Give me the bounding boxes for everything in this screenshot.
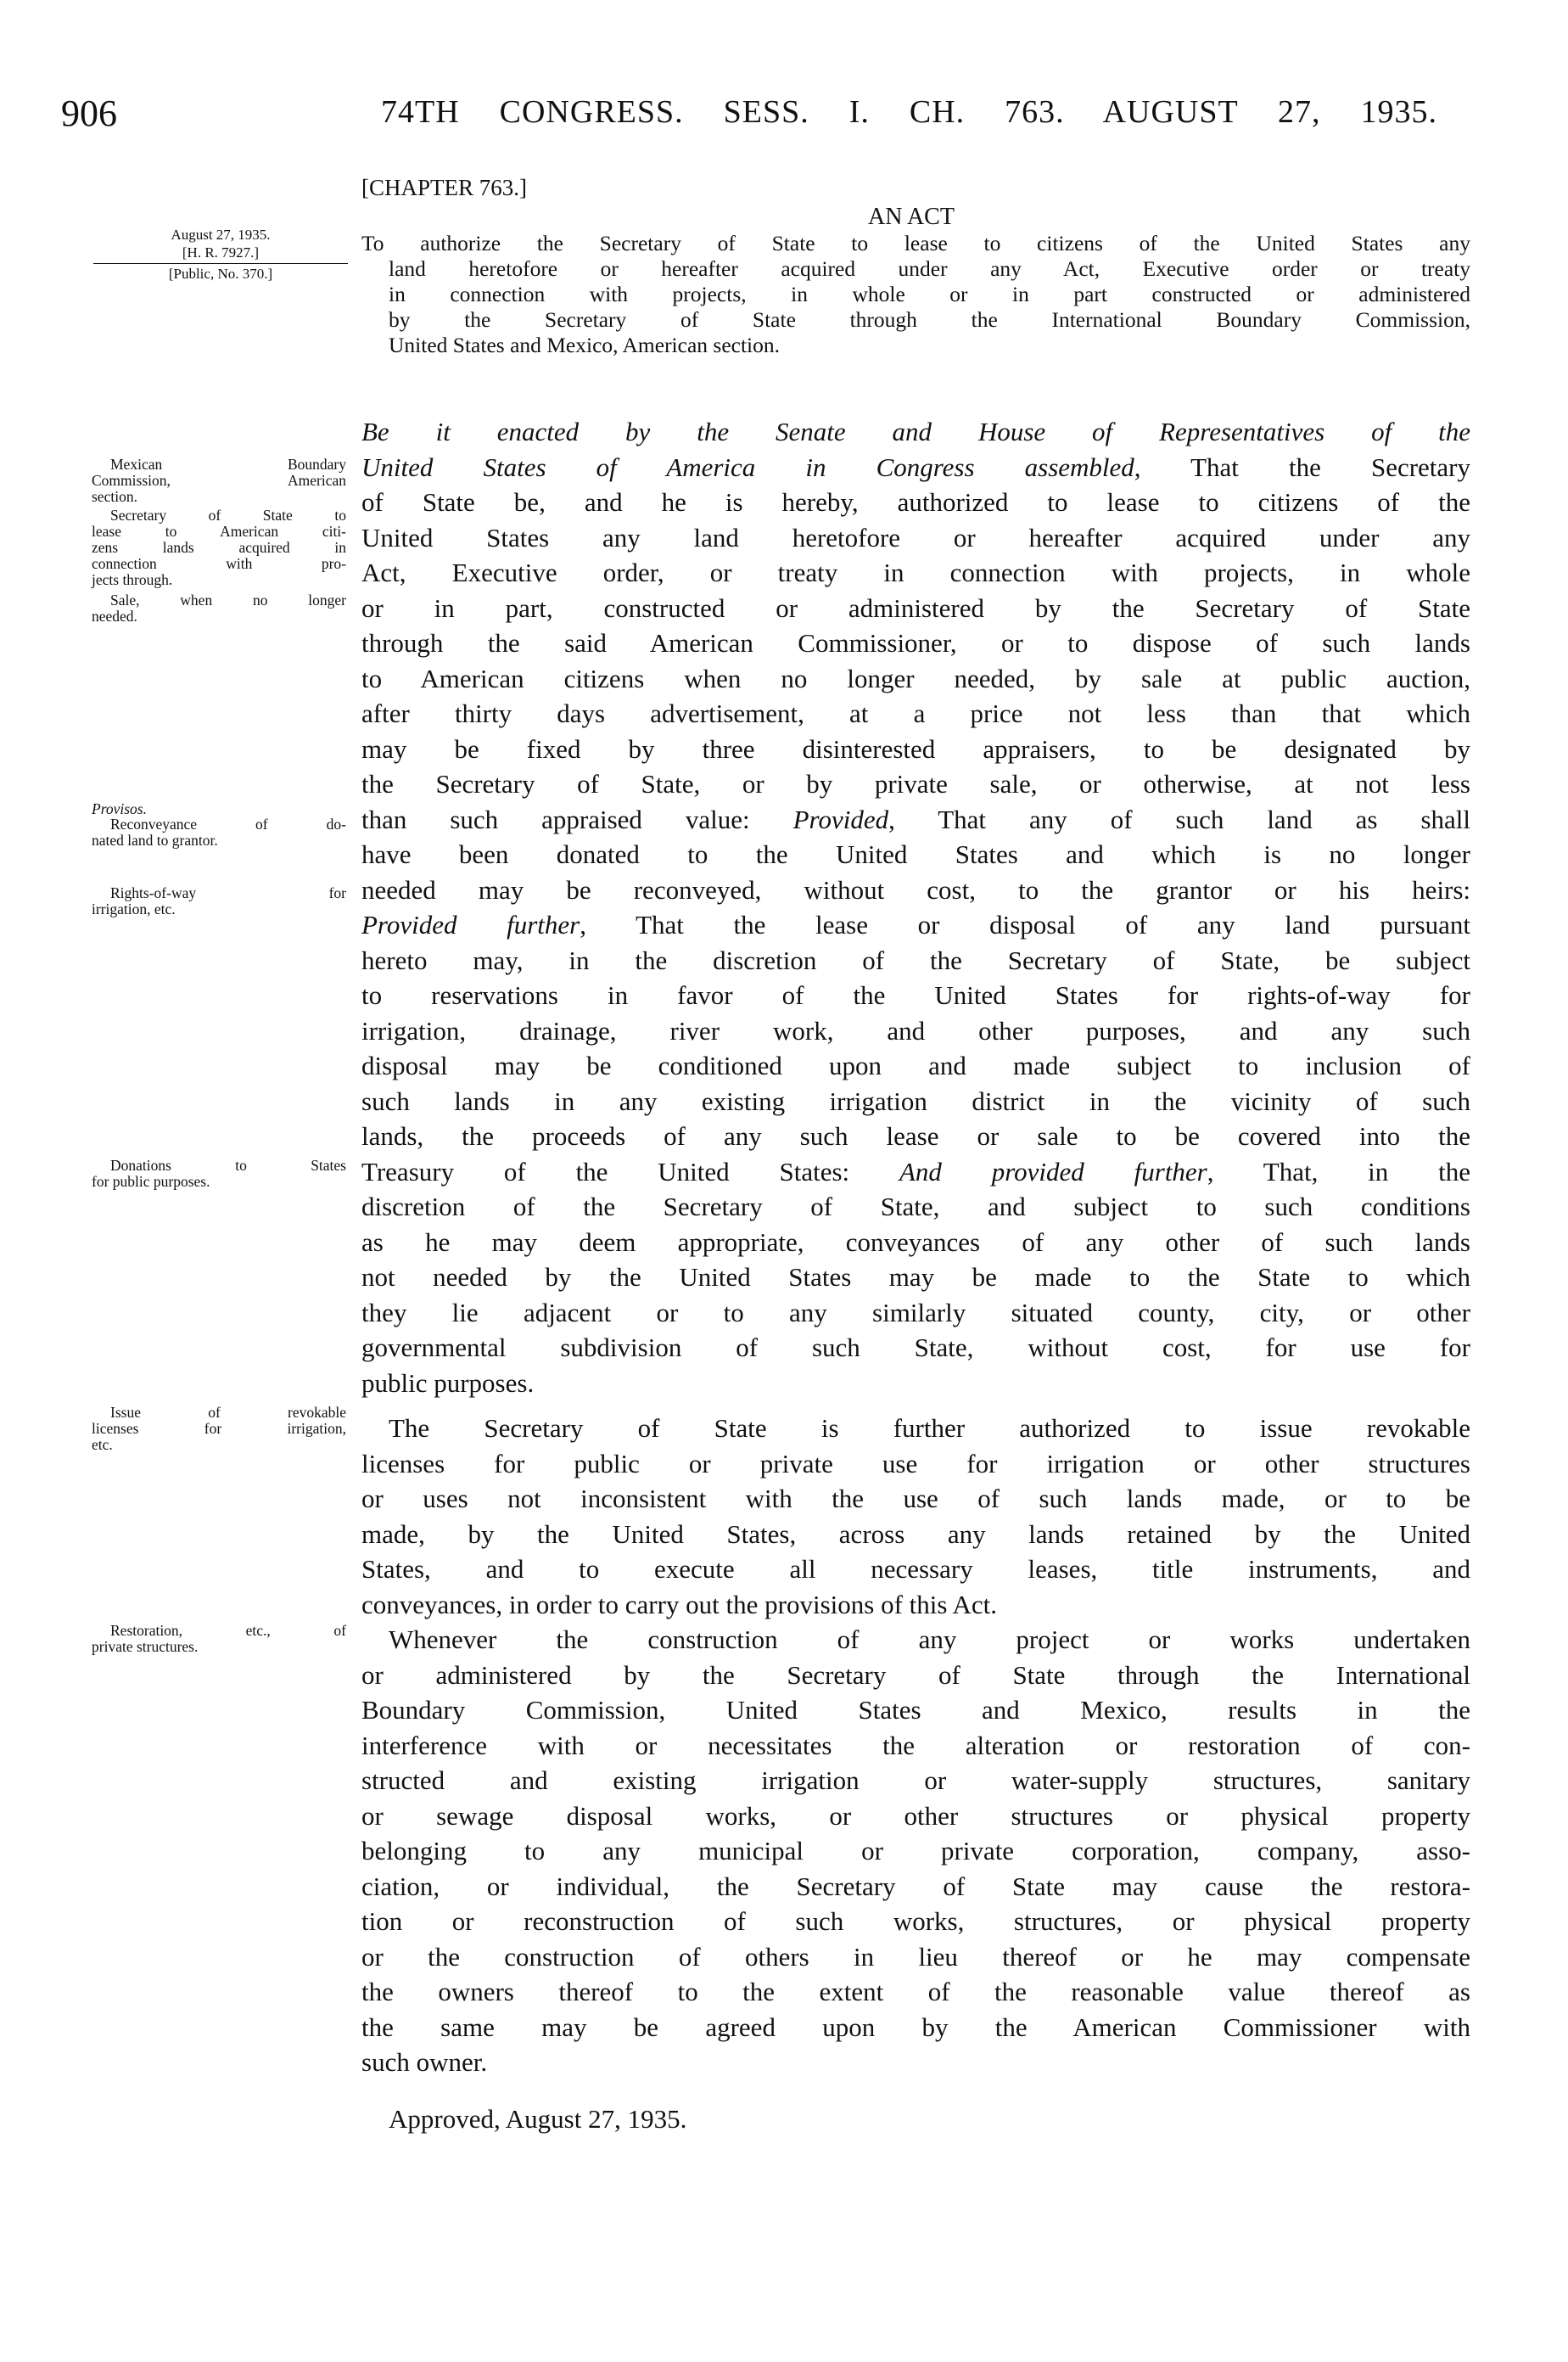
text: Act, Executive order, or treaty in connection with projects, in whole <box>361 558 1470 587</box>
text: disposal may be conditioned upon and made subject to inclusion of <box>361 1051 1470 1080</box>
body-line <box>361 1551 1470 1587</box>
title-line: To authorize the Secretary of State to lease to citizens of the United States any <box>361 231 1470 255</box>
act-title <box>361 231 1470 358</box>
act-body <box>361 414 1470 2136</box>
margin-note <box>92 457 346 505</box>
text: may be fixed by three disinterested appraisers, to be designated by <box>361 733 1470 764</box>
margin-note-line: Donations to States <box>110 1157 346 1174</box>
margin-note-line: Provisos. <box>92 800 147 817</box>
body-line <box>361 661 1470 697</box>
bill-number: [H. R. 7927.] <box>182 244 260 261</box>
text: or uses not inconsistent with the use of such lands made, or to be <box>361 1484 1470 1513</box>
body-line <box>361 943 1470 979</box>
body-line <box>361 1330 1470 1366</box>
body-line <box>361 1517 1470 1552</box>
text: after thirty days advertisement, at a price not less than that which <box>361 699 1470 728</box>
date-block <box>93 226 348 283</box>
text: licenses for public or private use for irrigation or other structures <box>361 1448 1470 1478</box>
text: such owner. <box>361 2047 488 2077</box>
body-line <box>361 1869 1470 1905</box>
text: through the said American Commissioner, or to dispose of such lands <box>361 628 1470 658</box>
approval-line: Approved, August 27, 1935. <box>389 2103 687 2134</box>
margin-note <box>92 508 346 588</box>
text: or the construction of others in lieu thereof or he may compensate <box>361 1941 1470 1972</box>
title-line: in connection with projects, in whole or in part constructed or administered <box>389 282 1470 306</box>
title-line: by the Secretary of State through the International Boundary Commission, <box>389 307 1470 332</box>
body-line <box>361 1622 1470 1658</box>
body-line <box>361 2045 1470 2080</box>
enactment-date: August 27, 1935. <box>171 227 271 243</box>
body-line <box>361 1366 1470 1401</box>
margin-note-line: Restoration, etc., of <box>110 1622 346 1639</box>
body-line <box>361 1974 1470 2010</box>
text: , That, in the <box>1207 1156 1470 1187</box>
margin-note-line: Reconveyance of do- <box>110 816 346 833</box>
body-line <box>361 1798 1470 1834</box>
text: as he may deem appropriate, conveyances of any other of such lands <box>361 1226 1470 1257</box>
body-line <box>361 766 1470 802</box>
body-line <box>361 837 1470 872</box>
margin-note <box>92 592 346 625</box>
body-line <box>361 1295 1470 1331</box>
body-line <box>361 450 1470 485</box>
body-line <box>361 520 1470 556</box>
text: irrigation, drainage, river work, and other purposes, and any such <box>361 1015 1470 1046</box>
chapter-heading: [CHAPTER 763.] <box>361 175 527 200</box>
margin-note-line: zens lands acquired in <box>92 539 346 556</box>
body-line <box>361 1692 1470 1728</box>
body-line <box>361 1658 1470 1693</box>
text: governmental subdivision of such State, without cost, for use for <box>361 1332 1470 1362</box>
body-line <box>361 1013 1470 1049</box>
body-paragraph <box>361 1622 1470 2080</box>
title-line: land heretofore or hereafter acquired under any Act, Executive order or treaty <box>389 256 1470 281</box>
body-line <box>361 907 1470 943</box>
body-paragraph <box>361 1411 1470 1622</box>
text: , That any of such land as shall <box>888 804 1470 834</box>
body-line <box>361 1587 1470 1623</box>
text: Treasury of the United States: <box>361 1156 899 1187</box>
italic-text: And provided further <box>899 1156 1207 1187</box>
text: to American citizens when no longer needed, by sale at public auction, <box>361 663 1470 693</box>
page-number: 906 <box>61 93 117 134</box>
text: or sewage disposal works, or other structures or physical property <box>361 1800 1470 1831</box>
italic-text: Provided further <box>361 910 580 940</box>
text: of State be, and he is hereby, authorized to lease to citizens of the <box>361 487 1470 517</box>
body-line <box>361 802 1470 838</box>
body-line <box>361 1904 1470 1939</box>
text: Whenever the construction of any project or works undertaken <box>389 1624 1470 1654</box>
text: tion or reconstruction of such works, structures, or physical property <box>361 1906 1470 1936</box>
text: such lands in any existing irrigation district in the vicinity of such <box>361 1086 1470 1116</box>
body-line <box>361 591 1470 626</box>
body-line <box>361 696 1470 732</box>
text: have been donated to the United States and which is no longer <box>361 839 1470 869</box>
body-line <box>361 732 1470 767</box>
margin-note-line: for public purposes. <box>92 1173 210 1190</box>
body-line <box>361 1446 1470 1482</box>
body-line <box>361 872 1470 908</box>
body-line <box>361 1411 1470 1446</box>
body-line <box>361 978 1470 1013</box>
text: The Secretary of State is further authorized to issue revokable <box>389 1413 1470 1443</box>
text: belonging to any municipal or private corporation, company, asso- <box>361 1836 1470 1865</box>
body-line <box>361 1481 1470 1517</box>
public-law-number: [Public, No. 370.] <box>168 266 273 282</box>
text: United States any land heretofore or hereafter acquired under any <box>361 522 1470 553</box>
body-line <box>361 1084 1470 1119</box>
margin-note-line: Issue of revokable <box>110 1404 346 1421</box>
text: interference with or necessitates the alteration or restoration of con- <box>361 1730 1470 1760</box>
body-line <box>361 1225 1470 1260</box>
margin-note <box>92 1405 346 1453</box>
text: ciation, or individual, the Secretary of State may cause the restora- <box>361 1871 1470 1901</box>
body-line <box>361 1833 1470 1869</box>
text: the same may be agreed upon by the American Commissioner with <box>361 2011 1470 2042</box>
text: to reservations in favor of the United States for rights-of-way for <box>361 980 1470 1010</box>
body-line <box>361 414 1470 450</box>
margin-note-line: Secretary of State to <box>110 507 346 524</box>
margin-note-line: lease to American citi- <box>92 523 346 540</box>
margin-note-line: jects through. <box>92 571 173 588</box>
text: the owners thereof to the extent of the reasonable value thereof as <box>361 1977 1470 2006</box>
margin-note <box>92 816 346 849</box>
body-line <box>361 2010 1470 2045</box>
text: , That the Secretary <box>1134 452 1470 482</box>
margin-note-line: section. <box>92 488 137 505</box>
body-line <box>361 1048 1470 1084</box>
body-line <box>361 555 1470 591</box>
act-heading: AN ACT <box>868 204 955 230</box>
body-paragraph <box>361 414 1470 1400</box>
text: discretion of the Secretary of State, and subject to such conditions <box>361 1192 1470 1221</box>
text: structed and existing irrigation or water-supply structures, sanitary <box>361 1765 1470 1795</box>
margin-note-line: private structures. <box>92 1638 199 1655</box>
margin-note-line: irrigation, etc. <box>92 900 176 917</box>
text: or administered by the Secretary of State through the International <box>361 1659 1470 1690</box>
italic-text: Provided <box>792 804 889 834</box>
margin-note-line: connection with pro- <box>92 555 346 572</box>
text: the Secretary of State, or by private sale, or otherwise, at not less <box>361 769 1470 799</box>
margin-note-line: Rights-of-way for <box>110 884 346 901</box>
text: than such appraised value: <box>361 804 793 834</box>
text: , That the lease or disposal of any land pursuant <box>580 910 1471 940</box>
margin-note <box>92 885 346 917</box>
divider <box>93 263 348 264</box>
body-line <box>361 1763 1470 1798</box>
text: hereto may, in the discretion of the Secretary of State, be subject <box>361 945 1470 975</box>
body-line <box>361 1260 1470 1295</box>
text: States, and to execute all necessary leases, title instruments, and <box>361 1554 1470 1584</box>
body-line <box>361 1939 1470 1975</box>
body-line <box>361 1154 1470 1190</box>
text: not needed by the United States may be made to the State to which <box>361 1262 1470 1292</box>
text: made, by the United States, across any lands retained by the United <box>361 1518 1470 1549</box>
text: lands, the proceeds of any such lease or sale to be covered into the <box>361 1121 1470 1151</box>
text: conveyances, in order to carry out the provisions of this Act. <box>361 1589 997 1619</box>
margin-note-line: nated land to grantor. <box>92 832 218 849</box>
text: public purposes. <box>361 1367 535 1398</box>
text: they lie adjacent or to any similarly situated county, city, or other <box>361 1297 1470 1327</box>
body-line <box>361 485 1470 520</box>
margin-note-line: licenses for irrigation, <box>92 1420 346 1437</box>
margin-note <box>92 1623 346 1655</box>
body-line <box>361 1728 1470 1764</box>
body-line <box>361 626 1470 661</box>
body-line <box>361 1189 1470 1225</box>
margin-note-line: Sale, when no longer <box>110 592 346 609</box>
margin-note-line: needed. <box>92 608 137 625</box>
body-line <box>361 1119 1470 1154</box>
running-head: 74TH CONGRESS. SESS. I. CH. 763. AUGUST 27, 1935. <box>381 94 1437 130</box>
margin-note-line: Commission, American <box>92 472 346 489</box>
text: needed may be reconveyed, without cost, to the grantor or his heirs: <box>361 874 1470 905</box>
italic-text: Be it enacted by the Senate and House of Representatives of the <box>361 417 1470 446</box>
margin-note-line: Mexican Boundary <box>110 456 346 473</box>
italic-text: United States of America in Congress assembled <box>361 452 1134 482</box>
margin-note <box>92 1158 346 1190</box>
text: Boundary Commission, United States and Mexico, results in the <box>361 1695 1470 1725</box>
margin-note-line: etc. <box>92 1436 113 1453</box>
text: or in part, constructed or administered by the Secretary of State <box>361 592 1470 623</box>
title-line: United States and Mexico, American section. <box>389 333 781 357</box>
